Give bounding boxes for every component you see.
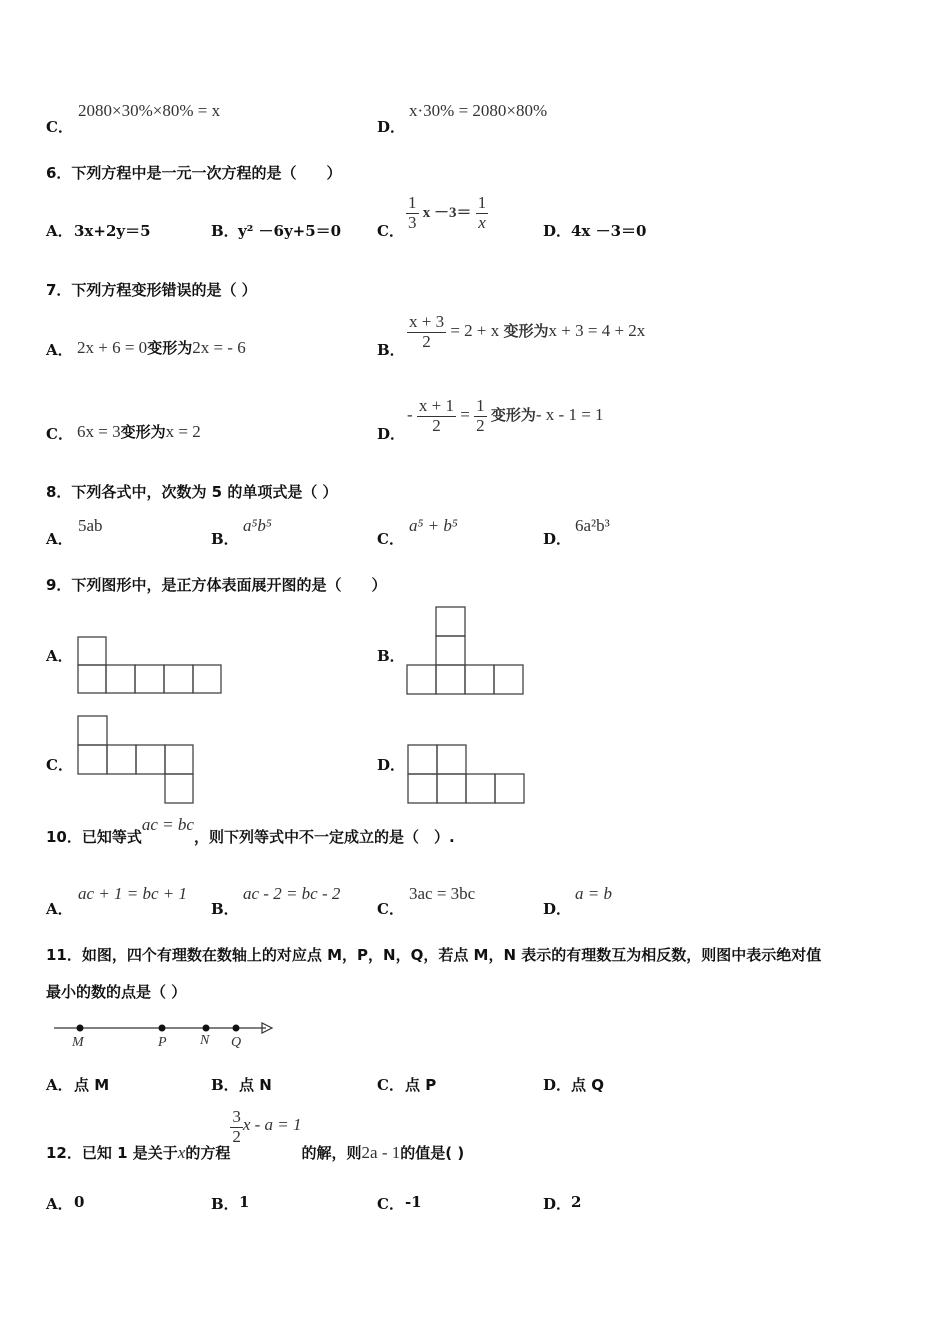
- q12-stem-post1: 的解，则: [301, 1143, 362, 1162]
- net-square: [408, 745, 437, 774]
- cube-net-c-figure: [76, 715, 196, 807]
- q12-stem-pre: 12．已知 1 是关于: [46, 1143, 178, 1162]
- net-square: [494, 665, 523, 694]
- q8-option-a-label: A．: [46, 530, 73, 548]
- net-square: [437, 745, 466, 774]
- q9-option-c-label: C．: [46, 756, 73, 774]
- q12-option-a-label: A．: [46, 1195, 73, 1213]
- point-q: [233, 1025, 240, 1032]
- net-square: [407, 665, 436, 694]
- cube-net-a-figure: [76, 636, 224, 696]
- q7-b-word: 变形为: [503, 324, 549, 341]
- q7-option-d-label: D．: [377, 425, 406, 443]
- q11-stem-line2: 最小的数的点是（ ）: [46, 983, 187, 1001]
- frac-den: 2: [432, 415, 441, 435]
- q6-option-a-label: A．: [46, 222, 73, 240]
- q8-stem: 8．下列各式中，次数为 5 的单项式是（ ）: [46, 483, 338, 501]
- q5-option-c-expr: 2080×30%×80% = x: [78, 101, 221, 120]
- net-square: [78, 745, 107, 774]
- frac-num: x + 1: [418, 396, 455, 415]
- q8-option-b-label: B．: [211, 530, 239, 548]
- q6-option-b-text: y² －6y+5＝0: [238, 222, 342, 240]
- net-square: [466, 774, 495, 803]
- q6-option-d-text: 4x －3＝0: [571, 222, 647, 240]
- q7-option-c-label: C．: [46, 425, 73, 443]
- net-square: [106, 665, 135, 693]
- net-square: [436, 636, 465, 665]
- frac-den: x: [478, 212, 486, 232]
- net-square: [193, 665, 221, 693]
- q10-stem-expr: ac = bc: [141, 815, 194, 834]
- q7-option-c: [77, 421, 201, 442]
- frac-den: 2: [422, 331, 431, 351]
- frac-num: 1: [476, 396, 485, 415]
- cube-net-b-figure: [406, 605, 526, 697]
- net-square: [164, 665, 193, 693]
- q12-option-d-label: D．: [543, 1195, 572, 1213]
- q10-stem: [46, 815, 455, 847]
- q7-d-neg: -: [407, 405, 413, 425]
- q7-option-a-label: A．: [46, 341, 73, 359]
- point-p: [159, 1025, 166, 1032]
- net-square: [107, 745, 136, 774]
- q7-a-word: 变形为: [147, 339, 193, 357]
- net-square: [78, 665, 106, 693]
- q12-stem-var: x: [177, 1142, 186, 1162]
- q7-b-expr2: x + 3 = 4 + 2x: [548, 321, 646, 341]
- point-n-label: N: [200, 1033, 210, 1048]
- q12-option-b-label: B．: [211, 1195, 239, 1213]
- frac-num: 1: [408, 193, 417, 212]
- q6-option-a-text: 3x+2y＝5: [74, 222, 151, 240]
- net-square: [436, 665, 465, 694]
- q7-option-b-label: B．: [377, 341, 405, 359]
- q6-option-b-label: B．: [211, 222, 239, 240]
- q9-option-d-label: D．: [377, 756, 406, 774]
- frac-den: 3: [408, 212, 417, 232]
- q8-option-c-label: C．: [377, 530, 404, 548]
- net-square: [465, 665, 494, 694]
- net-square: [437, 774, 466, 803]
- q11-option-c-text: 点 P: [405, 1076, 437, 1094]
- q9-stem: 9．下列图形中，是正方体表面展开图的是（ ）: [46, 576, 387, 594]
- q12-option-d-text: 2: [571, 1193, 582, 1211]
- q11-option-d-text: 点 Q: [571, 1076, 604, 1094]
- point-n: [203, 1025, 210, 1032]
- q10-option-a-expr: ac + 1 = bc + 1: [78, 884, 188, 903]
- q12-option-b-text: 1: [239, 1193, 250, 1211]
- net-square: [165, 774, 193, 803]
- q8-option-a-expr: 5ab: [78, 516, 103, 535]
- q12-eq-rest: x - a = 1: [242, 1114, 302, 1134]
- frac-den: 2: [232, 1126, 241, 1146]
- q8-option-c-expr: a⁵ + b⁵: [409, 516, 458, 535]
- cube-net-d-figure: [406, 743, 528, 806]
- q12-option-c-label: C．: [377, 1195, 404, 1213]
- q11-option-b-label: B．: [211, 1076, 239, 1094]
- q6-c-mid: x －3＝: [422, 205, 472, 222]
- q7-a-expr1: 2x + 6 = 0: [77, 338, 148, 357]
- q12-option-a-text: 0: [74, 1193, 85, 1211]
- q7-d-word: 变形为: [490, 408, 536, 425]
- frac-den: 2: [476, 415, 485, 435]
- q7-c-word: 变形为: [120, 423, 166, 441]
- q12-stem: [46, 1107, 465, 1162]
- net-square: [165, 745, 193, 774]
- q8-option-d-label: D．: [543, 530, 572, 548]
- q11-option-b-text: 点 N: [239, 1076, 272, 1094]
- q9-option-b-label: B．: [377, 647, 405, 665]
- net-square: [78, 716, 107, 745]
- q6-option-c-label: C．: [377, 222, 404, 240]
- q10-stem-pre: 10．已知等式: [46, 828, 142, 846]
- q12-stem-mid: 的方程: [185, 1143, 231, 1162]
- frac-num: 1: [477, 193, 487, 212]
- point-p-label: P: [158, 1035, 167, 1050]
- net-square: [408, 774, 437, 803]
- q7-d-eq: =: [460, 405, 470, 425]
- net-square: [495, 774, 524, 803]
- q10-option-a-label: A．: [46, 900, 73, 918]
- q10-option-d-expr: a = b: [575, 884, 612, 903]
- q12-fraction: [230, 1108, 243, 1146]
- net-square: [136, 745, 165, 774]
- q10-option-b-expr: ac - 2 = bc - 2: [243, 884, 341, 903]
- q12-option-c-text: -1: [405, 1193, 422, 1211]
- point-m-label: M: [72, 1035, 84, 1050]
- q6-stem: 6．下列方程中是一元一次方程的是（ ）: [46, 164, 342, 182]
- q5-option-d-label: D．: [377, 118, 406, 136]
- q11-option-d-label: D．: [543, 1076, 572, 1094]
- q7-a-expr2: 2x = - 6: [192, 338, 246, 357]
- q9-option-a-label: A．: [46, 647, 73, 665]
- q7-option-b: [407, 313, 645, 351]
- q12-stem-expr: 2a - 1: [361, 1142, 401, 1162]
- q6-option-d-label: D．: [543, 222, 572, 240]
- q7-d-expr2: - x - 1 = 1: [535, 405, 604, 425]
- q11-option-c-label: C．: [377, 1076, 404, 1094]
- q10-stem-post: ，则下列等式中不一定成立的是（ ）.: [193, 828, 455, 846]
- q11-option-a-text: 点 M: [74, 1076, 110, 1094]
- point-q-label: Q: [231, 1035, 242, 1050]
- q7-c-expr2: x = 2: [165, 422, 201, 441]
- q7-option-a: [77, 337, 246, 358]
- q7-stem: 7．下列方程变形错误的是（ ）: [46, 281, 257, 299]
- q5-option-d-expr: x·30% = 2080×80%: [409, 101, 548, 120]
- net-square: [135, 665, 164, 693]
- q11-stem-line1: 11．如图，四个有理数在数轴上的对应点 M，P，N，Q，若点 M，N 表示的有理数互为相反数，则图中表示绝对值: [46, 946, 822, 964]
- q6-option-c-expr: [406, 194, 488, 232]
- q7-option-d: [407, 397, 604, 435]
- q10-option-b-label: B．: [211, 900, 239, 918]
- q10-option-c-label: C．: [377, 900, 404, 918]
- q12-stem-post2: 的值是( ): [400, 1143, 465, 1162]
- q8-option-d-expr: 6a²b³: [575, 516, 610, 535]
- q10-option-c-expr: 3ac = 3bc: [409, 884, 476, 903]
- point-m: [77, 1025, 84, 1032]
- net-square: [78, 637, 106, 665]
- q7-b-rhs: = 2 + x: [450, 321, 500, 341]
- frac-num: x + 3: [409, 312, 445, 331]
- q5-option-c-label: C．: [46, 118, 73, 136]
- frac-num: 3: [232, 1107, 241, 1126]
- q8-option-b-expr: a⁵b⁵: [243, 516, 272, 535]
- q10-option-d-label: D．: [543, 900, 572, 918]
- q11-option-a-label: A．: [46, 1076, 73, 1094]
- q7-c-expr1: 6x = 3: [77, 422, 121, 441]
- net-square: [436, 607, 465, 636]
